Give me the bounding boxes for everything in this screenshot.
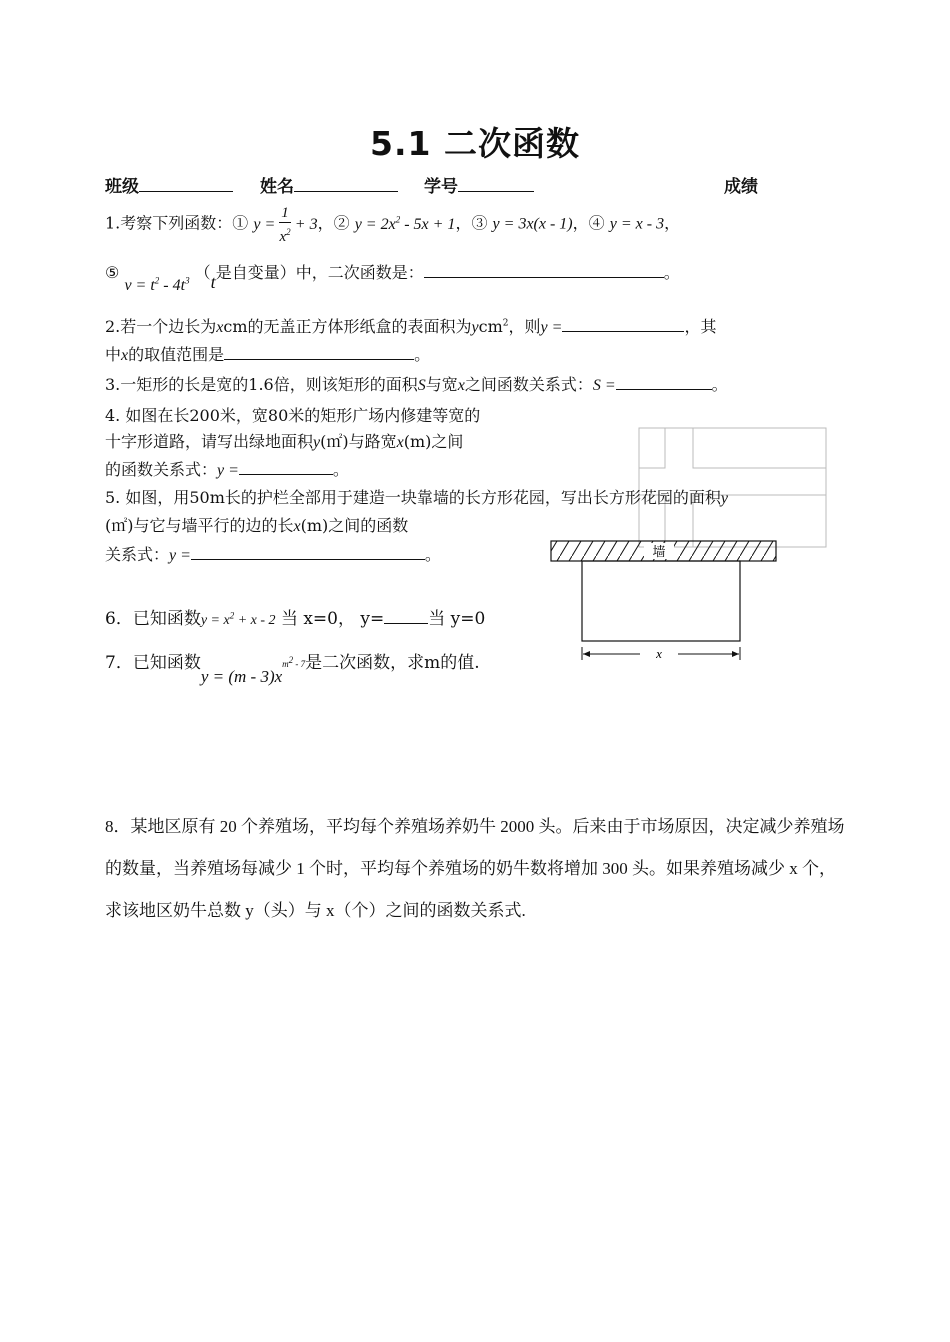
q2-x: x <box>216 319 224 336</box>
q1-c3: ，③ <box>455 213 488 233</box>
q2-answer-blank[interactable] <box>562 315 684 332</box>
q1-answer-blank[interactable] <box>424 261 664 278</box>
id-blank[interactable] <box>458 174 534 192</box>
q4-line2-a: 十字形道路，请写出绿地面积 <box>105 432 314 451</box>
q5-line2-b: (m)之间的函数 <box>300 516 409 535</box>
q5-line2-a: (㎡)与它与墙平行的边的长 <box>105 516 294 535</box>
question-5-line3 <box>105 542 441 565</box>
q6-formula: $y = x^2 + x - 2$ <box>200 610 276 628</box>
q1-formula-3: y = 3x(x - 1) <box>492 215 573 233</box>
garden-rect <box>582 561 740 641</box>
q3-S-eq: S = <box>592 377 616 394</box>
q2-text-b: cm的无盖正方体形纸盒的表面积为 <box>223 317 472 336</box>
q4-line3: 的函数关系式： <box>105 460 218 479</box>
q1-c2: ，② <box>317 213 350 233</box>
q3-text-a: 3.一矩形的长是宽的1.6倍，则该矩形的面积 <box>105 375 418 394</box>
q1-c1: ① <box>232 213 249 233</box>
q1-note: 是自变量）中，二次函数是： <box>215 263 424 282</box>
garden-figure <box>548 536 780 666</box>
q2-y-eq: y = <box>540 319 563 336</box>
q1-prefix: 1.考察下列函数： <box>105 213 233 233</box>
name-blank[interactable] <box>294 174 398 192</box>
q7-formula: $y = (m - 3)x^{m^2 - 7}$ <box>200 655 306 686</box>
q6-text-c: 当 y=0 <box>428 609 486 629</box>
q2-text-a: 2.若一个边长为 <box>105 317 217 336</box>
q1-formula-4: y = x - 3 <box>609 215 665 233</box>
q4-answer-blank[interactable] <box>239 458 333 475</box>
arrow-left <box>583 651 590 657</box>
q1-c6: ⑤ <box>105 263 120 282</box>
q4-end: 。 <box>332 460 349 479</box>
class-field[interactable] <box>105 172 233 197</box>
q1-formula-2: $y = 2x^2 - 5x + 1$ <box>354 214 456 233</box>
question-6 <box>105 604 485 629</box>
score-label: 成绩 <box>724 177 758 197</box>
q3-answer-blank[interactable] <box>616 373 712 390</box>
q1-t: t <box>210 272 216 292</box>
q1-formula-1: y = $\frac{1}{x^2}$ + 3 <box>253 205 318 245</box>
q4-y: y <box>313 434 321 451</box>
q4-y-eq: y = <box>217 462 239 479</box>
q6-text-a: 6．已知函数 <box>105 609 201 629</box>
q5-x: x <box>293 518 301 535</box>
q7-text-a: 7．已知函数 <box>105 653 201 673</box>
question-2-line1: 2.若一个边长为xcm的无盖正方体形纸盒的表面积为ycm$^2$，则y = ，其 <box>105 317 717 336</box>
q2-line2-a: 中 <box>105 345 122 364</box>
question-5-line2 <box>105 513 408 536</box>
q5-line1: 5. 如图，用50m长的护栏全部用于建造一块靠墙的长方形花园，写出长方形花园的面积 <box>105 488 721 507</box>
question-1-line2 <box>105 260 680 294</box>
q2-x2: x <box>121 347 129 364</box>
question-3 <box>105 372 728 395</box>
id-label: 学号 <box>424 177 458 197</box>
q4-x: x <box>396 434 404 451</box>
class-label: 班级 <box>105 177 139 197</box>
q6-answer-blank[interactable] <box>384 606 428 624</box>
q2-y: y <box>471 319 479 336</box>
q2-text-c: cm <box>478 317 503 336</box>
q5-answer-blank[interactable] <box>191 543 425 560</box>
q1-end: 。 <box>663 263 680 282</box>
q3-text-c: 之间函数关系式： <box>464 375 593 394</box>
name-label: 姓名 <box>260 177 294 197</box>
q4-line2-c: (m)之间 <box>403 432 464 451</box>
q1-formula-5: $v = t^2 - 4t^3$ <box>124 275 190 294</box>
q2-line2-b: 的取值范围是 <box>128 345 225 364</box>
q3-text-b: 与宽 <box>425 375 458 394</box>
question-7 <box>105 648 480 686</box>
plaza-lawn-top-left <box>639 428 665 468</box>
question-8: 8．某地区原有 20 个养殖场，平均每个养殖场养奶牛 2000 头。后来由于市场原因，决定减少养殖场的数量，当养殖场每减少 1 个时，平均每个养殖场的奶牛数将增加 300 头。如果养殖场减少 x 个，求该地区奶牛总数 y（头）与 x（个）之间的函数关系式. <box>105 817 845 920</box>
q6-text-b: 当 x=0， y= <box>280 609 385 629</box>
q5-y-eq: y = <box>169 547 191 564</box>
q2-range-blank[interactable] <box>224 343 414 360</box>
q5-end: 。 <box>424 545 441 564</box>
question-4-line3 <box>105 457 349 480</box>
q7-text-b: 是二次函数，求m的值. <box>305 653 480 673</box>
id-field[interactable] <box>424 172 534 197</box>
question-5-line1 <box>105 485 728 508</box>
wall-label: 墙 <box>652 545 666 560</box>
question-4-line2 <box>105 429 463 452</box>
q1-note-open: （ <box>194 263 211 282</box>
class-blank[interactable] <box>139 174 233 192</box>
q3-x: x <box>457 377 465 394</box>
q2-text-e: ，其 <box>684 317 717 336</box>
q1-c5: ， <box>664 213 681 233</box>
q4-line2-b: (㎡)与路宽 <box>320 432 397 451</box>
q5-y: y <box>720 490 728 507</box>
q3-S: S <box>417 377 426 394</box>
q3-end: 。 <box>711 375 728 394</box>
q2-text-d: ，则 <box>508 317 541 336</box>
question-1-line1 <box>105 204 680 246</box>
plaza-lawn-top-right <box>693 428 826 468</box>
name-field[interactable] <box>260 172 398 197</box>
q1-c4: ，④ <box>572 213 605 233</box>
q2-end: 。 <box>414 345 431 364</box>
question-2-line2 <box>105 342 430 365</box>
x-dimension-label: x <box>656 646 662 661</box>
page-title: 5.1 二次函数 <box>370 124 580 163</box>
question-4-line1: 4. 如图在长200米，宽80米的矩形广场内修建等宽的 <box>105 406 481 425</box>
q5-line3: 关系式： <box>105 545 170 564</box>
arrow-right <box>732 651 739 657</box>
